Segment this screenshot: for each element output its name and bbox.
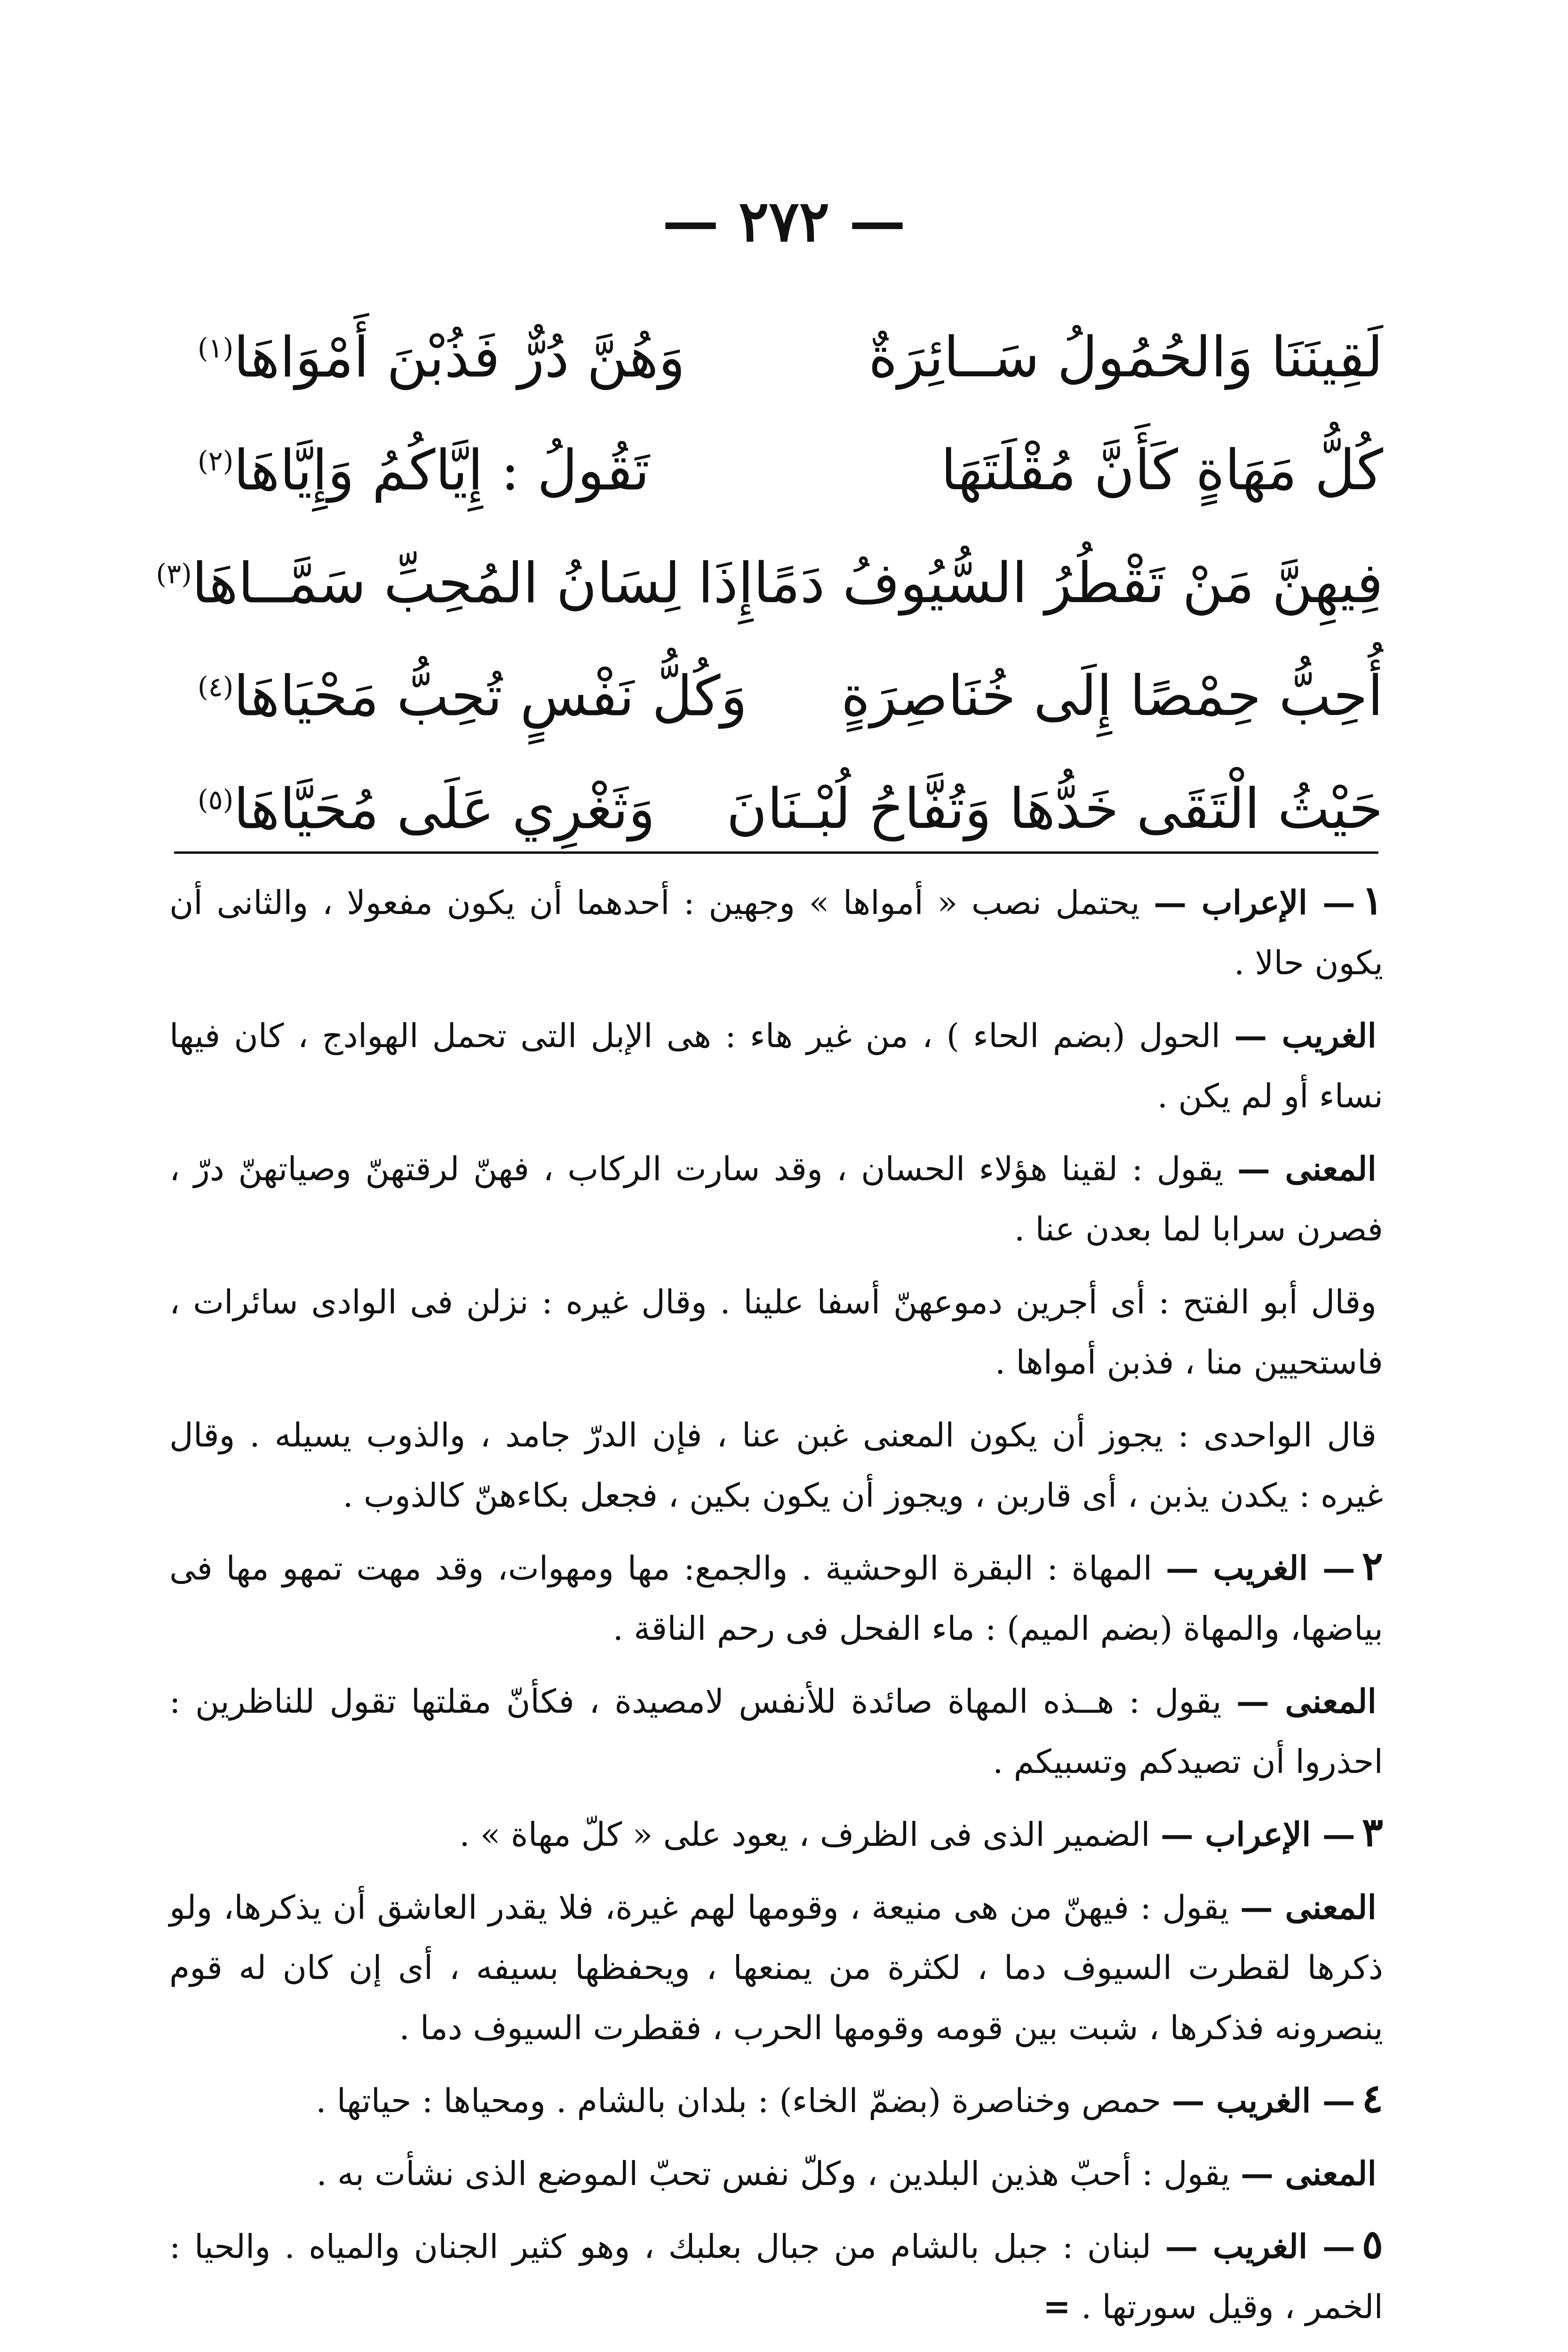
footnote-heading: المعنى —	[1240, 1888, 1377, 1927]
page-number: — ٢٧٢ —	[662, 188, 906, 254]
footnote-heading: — الإعراب —	[1161, 1815, 1355, 1854]
footnote-number: ٢	[1361, 1542, 1383, 1589]
footnote	[169, 2068, 1383, 2131]
footnote-number: ٥	[1361, 2221, 1383, 2267]
verse	[198, 292, 1383, 405]
footnote-heading: المعنى —	[1236, 1682, 1377, 1721]
verse-first-hemistich: أُحِبُّ حِمْصًا إِلَى خُنَاصِرَةٍ	[841, 663, 1383, 729]
footnote-text: لبنان : جبل بالشام من جبال بعلبك ، وهو كثير الجنان والمياه . والحيا : الخمر ، وقيل سورتها .	[169, 2227, 1383, 2326]
footnote-text: الضمير الذى فى الظرف ، يعود على « كلّ مهاة » .	[459, 1815, 1150, 1854]
verse-second-hemistich-text: إِذَا لِسَانُ المُحِبِّ سَمَّــاهَا	[191, 550, 754, 616]
footnote-heading: المعنى —	[1241, 2154, 1377, 2193]
footnote-marker: (١)	[198, 332, 234, 364]
footnote-marker: (٤)	[198, 671, 234, 703]
verse	[156, 517, 1383, 630]
verse-second-hemistich	[198, 405, 650, 526]
verse-first-hemistich: لَقِينَنَا وَالحُمُولُ سَــائِرَةٌ	[868, 325, 1383, 390]
verse	[198, 630, 1383, 743]
footnote	[169, 1136, 1383, 1259]
verse-second-hemistich	[198, 743, 655, 865]
verse-second-hemistich-text: وَكُلُّ نَفْسٍ تُحِبُّ مَحْيَاهَا	[233, 663, 748, 729]
footnote-heading: الغريب —	[1234, 1016, 1377, 1055]
footnote-text: المهاة : البقرة الوحشية . والجمع: مها ومهوات، وقد مهت تمهو مها فى بياضها، والمهاة (بضم الميم) : ماء الفحل فى رحم الناقة .	[169, 1549, 1383, 1648]
footnote-marker: (٣)	[156, 558, 192, 590]
footnote	[169, 2141, 1383, 2204]
footnote	[169, 870, 1383, 993]
verse	[198, 743, 1383, 856]
footnote	[169, 1802, 1383, 1865]
verse	[198, 405, 1383, 517]
footnote-text: قال الواحدى : يجوز أن يكون المعنى غبن عنا ، فإن الدرّ جامد ، والذوب يسيله . وقال غيره : يكدن يذبن ، أى قاربن ، ويجوز أن يكون بكين ، فجعل بكاءهنّ كالذوب .	[169, 1416, 1383, 1515]
end-mark: =	[1043, 2287, 1071, 2326]
footnote-heading: المعنى —	[1237, 1149, 1377, 1188]
footnote	[169, 1669, 1383, 1792]
footnote-text: وقال أبو الفتح : أى أجرين دموعهنّ أسفا علينا . وقال غيره : نزلن فى الوادى سائرات ، فاستحيين منا ، فذبن أمواها .	[169, 1283, 1383, 1382]
footnote	[169, 2214, 1383, 2337]
footnote-text: الحول (بضم الحاء ) ، من غير هاء : هى الإبل التى تحمل الهوادج ، كان فيها نساء أو لم يكن .	[169, 1017, 1383, 1115]
footnote-text: يقول : أحبّ هذين البلدين ، وكلّ نفس تحبّ الموضع الذى نشأت به .	[316, 2154, 1230, 2193]
footnote-heading: — الغريب —	[1171, 2081, 1355, 2120]
verse-second-hemistich-text: تَقُولُ : إِيَّاكُمُ وَإِيَّاهَا	[233, 437, 650, 503]
footnotes	[169, 870, 1383, 2347]
verse-second-hemistich-text: وَهُنَّ دُرٌّ فَذُبْنَ أَمْوَاهَا	[233, 325, 685, 390]
footnote-text: يقول : لقينا هؤلاء الحسان ، وقد سارت الركاب ، فهنّ لرقتهنّ وصياتهنّ درّ ، فصرن سرابا لما بعدن عنا .	[169, 1150, 1383, 1248]
verse-first-hemistich: كُلُّ مَهَاةٍ كَأَنَّ مُقْلَتَهَا	[940, 437, 1383, 503]
verse-second-hemistich	[156, 517, 753, 639]
verse-first-hemistich: حَيْثُ الْتَقَى خَدُّهَا وَتُفَّاحُ لُبْـنَانَ	[726, 776, 1383, 842]
footnote	[169, 1875, 1383, 2058]
footnote	[169, 1536, 1383, 1659]
footnote-text: يقول : هــذه المهاة صائدة للأنفس لامصيدة ، فكأنّ مقلتها تقول للناظرين : احذروا أن تصيدكم وتسبيكم .	[169, 1682, 1383, 1781]
verse-second-hemistich	[198, 630, 747, 752]
footnote-number: ٣	[1361, 1809, 1383, 1855]
verse-first-hemistich: فِيهِنَّ مَنْ تَقْطُرُ السُّيُوفُ دَمًا	[753, 550, 1383, 616]
footnote	[169, 1403, 1383, 1526]
footnote-heading: — الإعراب —	[1154, 883, 1355, 922]
footnote-number: ٤	[1361, 2075, 1383, 2122]
footnote-separator	[174, 851, 1378, 854]
footnote-marker: (٥)	[198, 784, 234, 816]
footnote-number: ١	[1361, 877, 1383, 923]
footnote-text: حمص وخناصرة (بضمّ الخاء) : بلدان بالشام . ومحياها : حياتها .	[316, 2082, 1162, 2120]
verse-second-hemistich-text: وَثَغْرِي عَلَى مُحَيَّاهَا	[233, 776, 655, 842]
footnote-marker: (٢)	[198, 445, 234, 477]
footnote-heading: — الغريب —	[1165, 2227, 1355, 2266]
footnote-heading: — الغريب —	[1165, 1549, 1355, 1588]
footnote	[169, 1003, 1383, 1126]
poem	[156, 292, 1383, 856]
verse-second-hemistich	[198, 292, 685, 413]
footnote-text: يقول : فيهنّ من هى منيعة ، وقومها لهم غيرة، فلا يقدر العاشق أن يذكرها، ولو ذكرها لقطرت السيوف دما ، لكثرة من يمنعها ، ويحفظها بسيفه ، أى إن كان له قوم ينصرونه فذكرها ، شبت بين قومه وقومها الحرب ، فقطرت السيوف دما .	[169, 1888, 1383, 2047]
footnote	[169, 1270, 1383, 1392]
footnote-text: يحتمل نصب « أمواها » وجهين : أحدهما أن يكون مفعولا ، والثانى أن يكون حالا .	[169, 883, 1383, 982]
